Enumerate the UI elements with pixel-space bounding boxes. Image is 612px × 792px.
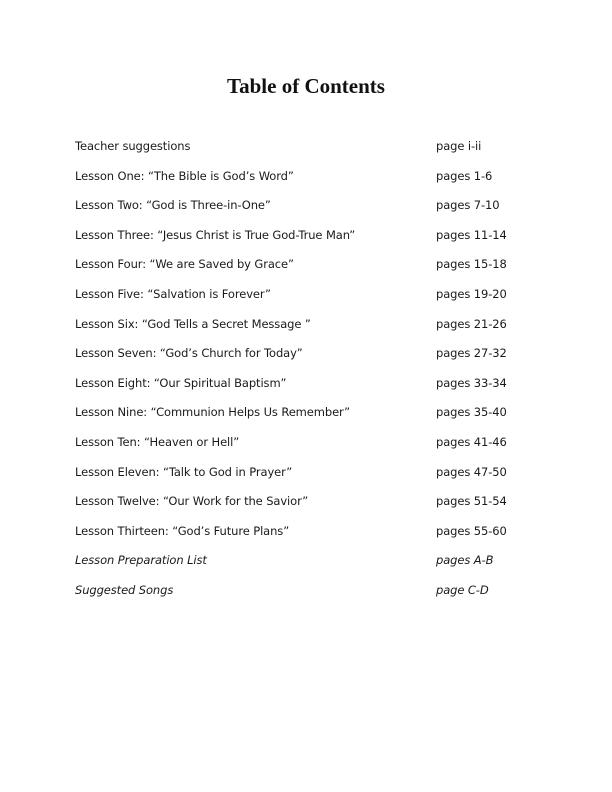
toc-entry xyxy=(75,405,545,435)
toc-entry-label: Lesson Eight: “Our Spiritual Baptism” xyxy=(75,375,287,390)
toc-entry xyxy=(75,317,545,347)
toc-entry xyxy=(75,583,545,613)
toc-entry xyxy=(75,169,545,199)
toc-entry xyxy=(75,435,545,465)
toc-entry xyxy=(75,494,545,524)
toc-entry-label: Lesson Six: “God Tells a Secret Message ” xyxy=(75,316,311,331)
table-of-contents xyxy=(75,139,545,613)
toc-entry-label: Lesson Thirteen: “God’s Future Plans” xyxy=(75,523,290,538)
toc-entry-label: Suggested Songs xyxy=(75,582,174,597)
toc-entry-label: Teacher suggestions xyxy=(75,139,191,153)
toc-entry-label: Lesson Two: “God is Three-in-One” xyxy=(75,198,271,213)
toc-entry-pages: pages 47-50 xyxy=(436,464,507,479)
toc-entry xyxy=(75,228,545,258)
toc-entry-pages: pages 51-54 xyxy=(436,494,507,509)
toc-entry-pages: pages 41-46 xyxy=(436,434,507,449)
toc-entry-pages: pages 27-32 xyxy=(436,346,507,361)
toc-entry-label: Lesson Preparation List xyxy=(75,553,207,568)
toc-entry-pages: pages 1-6 xyxy=(436,168,493,183)
toc-entry-pages: pages 7-10 xyxy=(436,198,500,213)
toc-entry xyxy=(75,198,545,228)
toc-entry-label: Lesson One: “The Bible is God’s Word” xyxy=(75,168,294,183)
toc-entry-pages: pages 21-26 xyxy=(436,316,507,331)
toc-entry-pages: pages 35-40 xyxy=(436,405,507,420)
toc-entry xyxy=(75,139,545,169)
toc-entry-pages: pages 55-60 xyxy=(436,523,507,538)
toc-entry-label: Lesson Twelve: “Our Work for the Savior” xyxy=(75,494,309,509)
toc-entry xyxy=(75,257,545,287)
toc-entry xyxy=(75,553,545,583)
toc-entry-label: Lesson Three: “Jesus Christ is True God-True Man” xyxy=(75,227,356,242)
toc-entry xyxy=(75,524,545,554)
toc-entry-label: Lesson Ten: “Heaven or Hell” xyxy=(75,434,240,449)
page-title: Table of Contents xyxy=(227,74,385,98)
toc-entry-label: Lesson Four: “We are Saved by Grace” xyxy=(75,257,294,272)
toc-entry-pages: pages A-B xyxy=(436,553,494,568)
toc-entry-pages: page i-ii xyxy=(436,139,482,153)
toc-entry-pages: pages 33-34 xyxy=(436,375,507,390)
toc-entry xyxy=(75,465,545,495)
toc-entry-pages: pages 19-20 xyxy=(436,286,507,301)
toc-entry-pages: pages 11-14 xyxy=(436,227,507,242)
toc-entry-pages: page C-D xyxy=(436,582,489,597)
toc-entry-label: Lesson Seven: “God’s Church for Today” xyxy=(75,346,303,361)
toc-entry-label: Lesson Eleven: “Talk to God in Prayer” xyxy=(75,464,293,479)
toc-entry xyxy=(75,346,545,376)
toc-entry xyxy=(75,287,545,317)
toc-entry xyxy=(75,376,545,406)
toc-entry-pages: pages 15-18 xyxy=(436,257,507,272)
toc-entry-label: Lesson Five: “Salvation is Forever” xyxy=(75,286,271,301)
toc-entry-label: Lesson Nine: “Communion Helps Us Remember” xyxy=(75,405,351,420)
